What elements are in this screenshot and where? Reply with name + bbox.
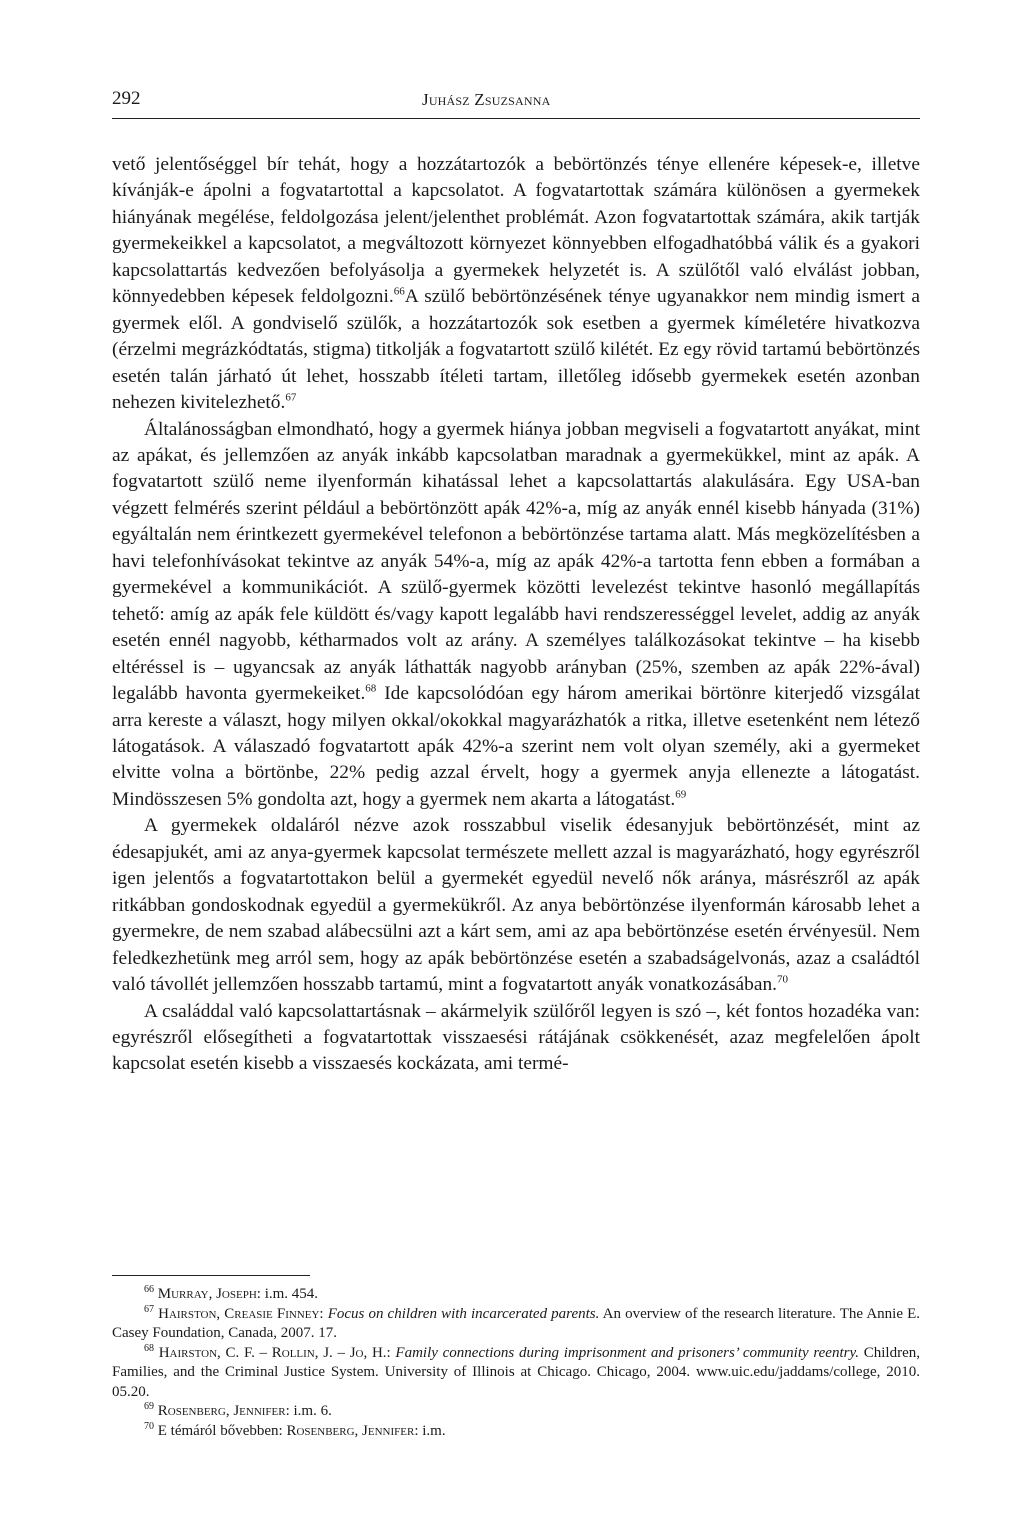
body-text bbox=[112, 152, 920, 1078]
footnote-author: Hairston, Creasie Finney: bbox=[158, 1305, 324, 1322]
footnote-ref: 67 bbox=[285, 391, 297, 404]
footnote-author: Rosenberg, Jennifer: bbox=[286, 1422, 419, 1439]
page-number: 292 bbox=[112, 88, 141, 109]
footnote-rest: i.m. 454. bbox=[260, 1286, 319, 1302]
footnote-number: 69 bbox=[144, 1401, 154, 1412]
footnote-69 bbox=[112, 1402, 920, 1422]
footnote-rest: i.m. bbox=[418, 1422, 446, 1439]
footnote-title: Focus on children with incarcerated parents. bbox=[323, 1305, 600, 1322]
footnote-number: 67 bbox=[144, 1303, 154, 1315]
paragraph-text: A családdal való kapcsolattartásnak – akármelyik szülőről legyen is szó –, két fontos hozadéka van: egyrészről elősegítheti a fogvatartottak visszaesési rátájának csökkenését, azaz megfelelően ápolt kapcsolat esetén kisebb a visszaesés kockázata, ami termé- bbox=[112, 1000, 920, 1075]
footnote-70 bbox=[112, 1422, 920, 1442]
paragraph bbox=[112, 152, 920, 417]
footnote-title: Family connections during imprisonment and prisoners’ community reentry. bbox=[390, 1344, 860, 1361]
footnote-ref: 68 bbox=[365, 682, 377, 695]
footnote-number: 70 bbox=[144, 1420, 154, 1432]
paragraph bbox=[112, 999, 920, 1078]
footnote-67 bbox=[112, 1305, 920, 1344]
paragraph-text: vető jelentőséggel bír tehát, hogy a hozzátartozók a bebörtönzés ténye ellenére képesek-e, illetve kívánják-e ápolni a fogvatartottal a kapcsolatot. A fogvatartottak számára különösen a gyermekek hiányának megélése, feldolgozása jelent/jelenthet problémát. Azon fogvatartottak számára, akik tartják gyermekeikkel a kapcsolatot, a megváltozott környezet könnyebben elfogadhatóbbá válik és a gyakori kapcsolattartás kedvezően befolyásolja a gyermekek helyzetét is. A szülőtől való elválást jobban, könnyedebben képesek feldolgozni. bbox=[112, 154, 920, 308]
running-header bbox=[112, 88, 920, 119]
footnote-number: 66 bbox=[144, 1284, 154, 1295]
footnote-author: Murray, Joseph: bbox=[157, 1286, 261, 1302]
footnote-ref: 70 bbox=[776, 973, 788, 986]
footnote-author: Hairston, C. F. – Rollin, J. – Jo, H.: bbox=[158, 1344, 391, 1361]
footnote-number: 68 bbox=[144, 1342, 154, 1354]
paragraph-text: Ide kapcsolódóan egy három amerikai börtönre kiterjedő vizsgálat arra kereste a választ, hogy milyen okkal/okokkal magyarázhatók a ritka, illetve esetenként nem létező látogatások. A válaszadó fogvatartott apák 42%-a szerint nem volt olyan személy, aki a gyermeket elvitte volna a börtönbe, 22% pedig azzal érvelt, hogy a gyermek anyja ellenezte a látogatást. Mindösszesen 5% gondolta azt, hogy a gyermek nem akarta a látogatást. bbox=[112, 683, 920, 810]
paragraph bbox=[112, 417, 920, 814]
paragraph bbox=[112, 813, 920, 998]
footnote-author: Rosenberg, Jennifer: bbox=[157, 1403, 290, 1419]
footnote-ref: 69 bbox=[675, 788, 687, 801]
paragraph-text: Általánosságban elmondható, hogy a gyermek hiánya jobban megviseli a fogvatartott anyákat, mint az apákat, és jellemzően az anyák inkább kapcsolatban maradnak a gyermekükkel, mint az apák. A fogvatartott szülő neme ilyenformán kihatással lehet a kapcsolattartás alakulására. Egy USA-ban végzett felmérés szerint például a bebörtönzött apák 42%-a, míg az anyák ennél kisebb hányada (31%) egyáltalán nem érintkezett gyermekével telefonon a bebörtönzése tartama alatt. Más megközelítésben a havi telefonhívásokat tekintve az anyák 54%-a, míg az apák 42%-a tartotta fenn ebben a formában a gyermekével a kommunikációt. A szülő-gyermek közötti levelezést tekintve hasonló megállapítás tehető: amíg az apák fele küldött és/vagy kapott legalább havi rendszerességgel levelet, addig az anyák esetén ennél nagyobb, kétharmados volt az arány. A személyes találkozásokat tekintve – ha kisebb eltéréssel is – ugyancsak az anyák láthatták nagyobb arányban (25%, szemben az apák 22%-ával) legalább havonta gyermekeiket. bbox=[112, 418, 920, 705]
footnote-divider bbox=[112, 1275, 310, 1276]
paragraph-text: A gyermekek oldaláról nézve azok rosszabbul viselik édesanyjuk bebörtönzését, mint az édesapjukét, ami az anya-gyermek kapcsolat természete mellett azzal is magyarázható, hogy egyrészről igen jelentős a fogvatartottakon belül a gyermekét egyedül nevelő nők aránya, másrészről az apák ritkábban gondoskodnak egyedül a gyermekükről. Az anya bebörtönzése ilyenformán károsabb lehet a gyermekre, de nem szabad alábecsülni azt a kárt sem, ami az apa bebörtönzése esetén érvényesül. Nem feledkezhetünk meg arról sem, hogy az apák bebörtönzése esetén a szabadságelvonás, azaz a családtól való távollét jellemzően hosszabb tartamú, mint a fogvatartott anyák vonatkozásában. bbox=[112, 815, 920, 996]
paragraph-text: A szülő bebörtönzésének ténye ugyanakkor nem mindig ismert a gyermek elől. A gondviselő szülők, a hozzátartozók sok esetben a gyermek kíméletére hivatkozva (érzelmi megrázkódtatás, stigma) titkolják a fogvatartott szülő kilétét. Ez egy rövid tartamú bebörtönzés esetén talán járható út lehet, hosszabb ítéleti tartam, illetőleg idősebb gyermekek esetén azonban nehezen kivitelezhető. bbox=[112, 286, 920, 414]
footnote-ref: 66 bbox=[393, 285, 405, 298]
running-head-author: Juhász Zsuzsanna bbox=[422, 90, 551, 109]
footnote-rest: Children, Families, and the Criminal Justice System. University of Illinois at Chicago. Chicago, 2004. www.uic.edu/jaddams/college, 2010. 05.20. bbox=[112, 1344, 920, 1400]
footnote-68 bbox=[112, 1344, 920, 1403]
footnote-rest: An overview of the research literature. The Annie E. Casey Foundation, Canada, 2007. 17. bbox=[112, 1305, 921, 1341]
footnote-66 bbox=[112, 1285, 920, 1305]
footnotes bbox=[112, 1285, 920, 1441]
footnote-lead: E témáról bővebben: bbox=[157, 1422, 287, 1439]
footnote-rest: i.m. 6. bbox=[289, 1403, 332, 1419]
